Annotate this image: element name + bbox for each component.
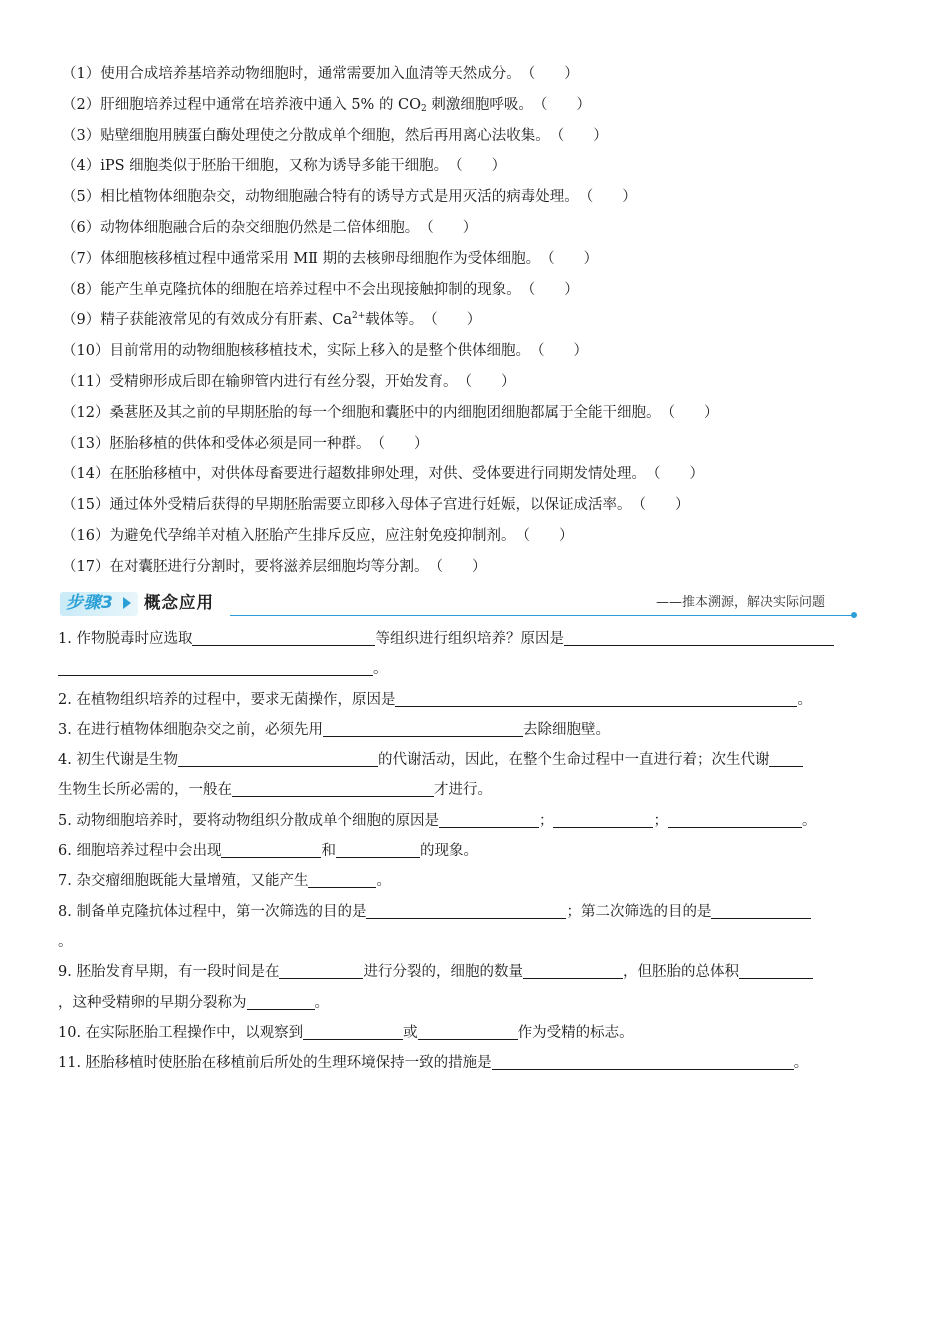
answer-parentheses[interactable]: （ ） xyxy=(532,96,591,113)
answer-parentheses[interactable]: （ ） xyxy=(520,66,579,82)
answer-blank[interactable] xyxy=(336,843,420,859)
answer-blank[interactable] xyxy=(247,994,315,1010)
question-8-cont: 。 xyxy=(58,933,73,950)
judgement-item: （9）精子获能液常见的有效成分有肝素、$Ca^{2+}$载体等。（ ） xyxy=(62,305,922,336)
question-1: 1. 作物脱毒时应选取 等组织进行组织培养？原因是 xyxy=(58,624,888,654)
answer-blank[interactable] xyxy=(279,964,363,980)
step-banner xyxy=(60,591,855,619)
answer-parentheses[interactable]: （ ） xyxy=(370,435,429,452)
answer-parentheses[interactable]: （ ） xyxy=(529,343,588,360)
question-7: 7. 杂交瘤细胞既能大量增殖，又能产生 。 xyxy=(58,873,391,890)
answer-blank[interactable] xyxy=(492,1055,794,1071)
answer-parentheses[interactable]: （ ） xyxy=(631,497,690,514)
judgement-item: （4）iPS 细胞类似于胚胎干细胞，又称为诱导多能干细胞。（ ） xyxy=(62,151,922,182)
answer-blank[interactable] xyxy=(178,752,378,768)
judgement-item: （14）在胚胎移植中，对供体母畜要进行超数排卵处理，对供、受体要进行同期发情处理。（ ） xyxy=(62,459,922,490)
judgement-list xyxy=(62,59,922,583)
question-4: 4. 初生代谢是生物 的代谢活动，因此，在整个生命过程中一直进行着；次生代谢 xyxy=(58,745,888,775)
judgement-item: （1）使用合成培养基培养动物细胞时，通常需要加入血清等天然成分。（ ） xyxy=(62,59,922,90)
question-9: 9. 胚胎发育早期，有一段时间是在 进行分裂的，细胞的数量 ，但胚胎的总体积 xyxy=(58,957,888,987)
answer-parentheses[interactable]: （ ） xyxy=(549,127,608,144)
question-10: 10. 在实际胚胎工程操作中，以观察到 或 作为受精的标志。 xyxy=(58,1024,634,1041)
answer-parentheses[interactable]: （ ） xyxy=(448,158,507,175)
answer-blank[interactable] xyxy=(711,903,811,919)
answer-blank[interactable] xyxy=(308,873,376,889)
judgement-item: （5）相比植物体细胞杂交，动物细胞融合特有的诱导方式是用灭活的病毒处理。（ ） xyxy=(62,182,922,213)
answer-blank[interactable] xyxy=(668,812,802,828)
judgement-item: （11）受精卵形成后即在输卵管内进行有丝分裂，开始发育。（ ） xyxy=(62,367,922,398)
divider-dot xyxy=(851,612,857,618)
question-1-cont: 。 xyxy=(58,654,888,684)
answer-parentheses[interactable]: （ ） xyxy=(578,189,637,206)
judgement-item: （12）桑葚胚及其之前的早期胚胎的每一个细胞和囊胚中的内细胞团细胞都属于全能干细胞。（ ） xyxy=(62,398,922,429)
question-6: 6. 细胞培养过程中会出现 和 的现象。 xyxy=(58,843,478,860)
judgement-item: （3）贴壁细胞用胰蛋白酶处理使之分散成单个细胞，然后再用离心法收集。（ ） xyxy=(62,121,922,152)
answer-blank[interactable] xyxy=(221,843,321,859)
answer-blank[interactable] xyxy=(303,1024,403,1040)
step-subtitle: ——推本溯源，解决实际问题 xyxy=(655,595,825,610)
answer-blank[interactable] xyxy=(523,964,623,980)
question-3: 3. 在进行植物体细胞杂交之前，必须先用 去除细胞壁。 xyxy=(58,721,610,738)
question-2: 2. 在植物组织培养的过程中，要求无菌操作，原因是 。 xyxy=(58,691,812,708)
answer-parentheses[interactable]: （ ） xyxy=(660,404,719,421)
answer-parentheses[interactable]: （ ） xyxy=(428,558,487,575)
answer-blank[interactable] xyxy=(553,812,653,828)
answer-blank[interactable] xyxy=(439,812,539,828)
judgement-item: （16）为避免代孕绵羊对植入胚胎产生排斥反应，应注射免疫抑制剂。（ ） xyxy=(62,521,922,552)
question-5: 5. 动物细胞培养时，要将动物组织分散成单个细胞的原因是 ； ； 。 xyxy=(58,812,817,829)
answer-blank[interactable] xyxy=(418,1024,518,1040)
judgement-item: （6）动物体细胞融合后的杂交细胞仍然是二倍体细胞。（ ） xyxy=(62,213,922,244)
answer-blank[interactable] xyxy=(739,964,813,980)
question-4-cont: 生物生长所必需的，一般在 才进行。 xyxy=(58,782,492,799)
answer-blank[interactable] xyxy=(564,631,834,647)
answer-parentheses[interactable]: （ ） xyxy=(457,373,516,390)
answer-parentheses[interactable]: （ ） xyxy=(645,466,704,483)
answer-parentheses[interactable]: （ ） xyxy=(515,527,574,544)
answer-parentheses[interactable]: （ ） xyxy=(540,250,599,267)
step-badge-label: 步骤3 xyxy=(66,593,114,613)
judgement-item: （13）胚胎移植的供体和受体必须是同一种群。（ ） xyxy=(62,429,922,460)
answer-blank[interactable] xyxy=(323,721,523,737)
judgement-item: （15）通过体外受精后获得的早期胚胎需要立即移入母体子宫进行妊娠，以保证成活率。（ ） xyxy=(62,490,922,521)
question-8: 8. 制备单克隆抗体过程中，第一次筛选的目的是 ；第二次筛选的目的是 xyxy=(58,897,888,927)
judgement-item: （7）体细胞核移植过程中通常采用 MⅡ 期的去核卵母细胞作为受体细胞。（ ） xyxy=(62,244,922,275)
answer-blank[interactable] xyxy=(366,903,566,919)
divider-line xyxy=(230,615,855,616)
answer-parentheses[interactable]: （ ） xyxy=(419,219,478,236)
question-11: 11. 胚胎移植时使胚胎在移植前后所处的生理环境保持一致的措施是 。 xyxy=(58,1055,809,1072)
play-arrow-icon xyxy=(123,597,131,609)
judgement-item: （8）能产生单克隆抗体的细胞在培养过程中不会出现接触抑制的现象。（ ） xyxy=(62,275,922,306)
answer-blank[interactable] xyxy=(232,782,434,798)
judgement-item: （10）目前常用的动物细胞核移植技术，实际上移入的是整个供体细胞。（ ） xyxy=(62,336,922,367)
answer-blank[interactable] xyxy=(58,661,373,677)
answer-parentheses[interactable]: （ ） xyxy=(423,312,482,329)
fill-in-questions xyxy=(58,624,888,1078)
answer-blank[interactable] xyxy=(769,752,803,768)
judgement-item: （2）肝细胞培养过程中通常在培养液中通入 5% 的 $CO_2$ 刺激细胞呼吸。（ ） xyxy=(62,90,922,121)
judgement-item: （17）在对囊胚进行分割时，要将滋养层细胞均等分割。（ ） xyxy=(62,552,922,583)
answer-blank[interactable] xyxy=(192,631,375,647)
answer-blank[interactable] xyxy=(395,691,797,707)
question-9-cont: ，这种受精卵的早期分裂称为 。 xyxy=(58,994,329,1011)
answer-parentheses[interactable]: （ ） xyxy=(520,281,579,298)
step-title: 概念应用 xyxy=(144,593,214,612)
